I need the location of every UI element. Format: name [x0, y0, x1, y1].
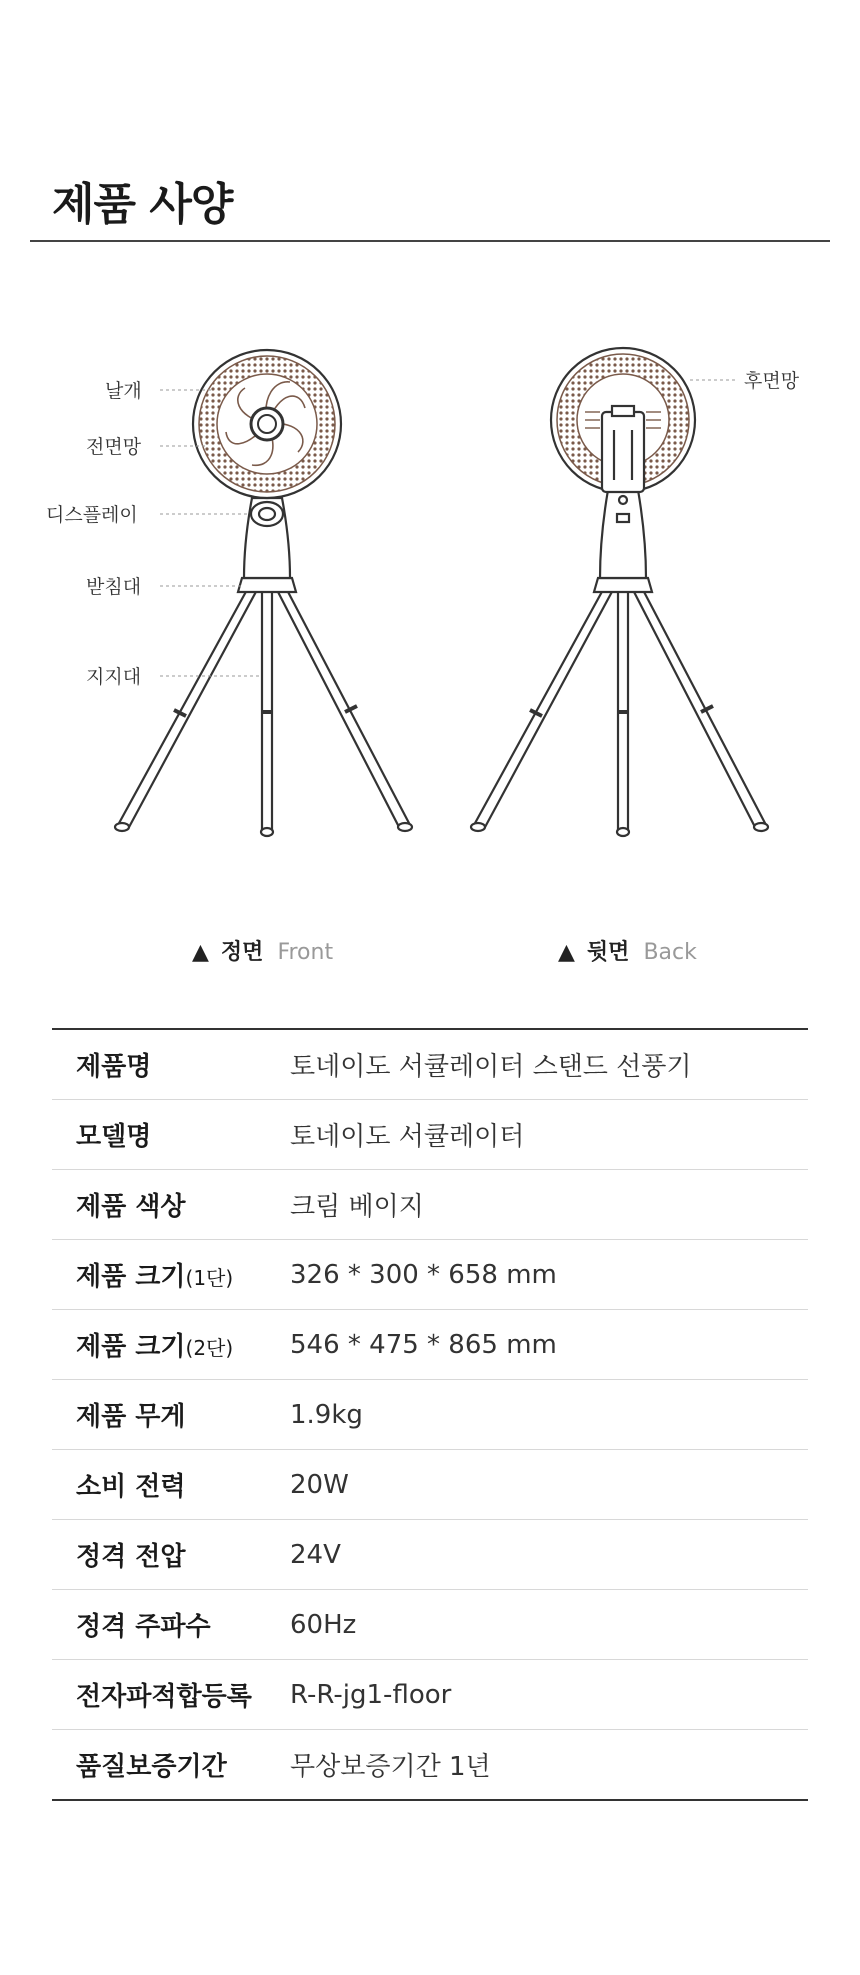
spec-label: 정격 전압 [76, 1542, 186, 1572]
spec-row [52, 1240, 808, 1310]
back-view [471, 348, 768, 836]
back-caption-en: Back [643, 940, 697, 965]
fan-illustration [0, 320, 860, 880]
page-title: 제품 사양 [52, 179, 233, 230]
spec-label: 제품 무게 [76, 1402, 186, 1432]
spec-label: 제품명 [76, 1052, 152, 1082]
spec-row [52, 1100, 808, 1170]
front-view-caption [192, 935, 333, 966]
spec-value: 1.9kg [290, 1399, 363, 1430]
spec-row [52, 1170, 808, 1240]
spec-row [52, 1660, 808, 1730]
triangle-up-icon: ▲ [558, 940, 575, 965]
spec-value: 무상보증기간 1년 [290, 1752, 491, 1782]
spec-row [52, 1030, 808, 1100]
spec-label: 제품 크기(1단) [76, 1262, 234, 1292]
title-divider [30, 240, 830, 242]
spec-label: 소비 전력 [76, 1472, 186, 1502]
spec-row [52, 1450, 808, 1520]
product-diagram [0, 320, 860, 880]
spec-row [52, 1590, 808, 1660]
spec-row [52, 1520, 808, 1590]
front-view [115, 350, 412, 836]
spec-value: 20W [290, 1469, 349, 1500]
spec-value: 24V [290, 1539, 341, 1570]
spec-label: 모델명 [76, 1122, 152, 1152]
triangle-up-icon: ▲ [192, 940, 209, 965]
spec-value: R-R-jg1-floor [290, 1679, 452, 1710]
spec-row [52, 1730, 808, 1799]
spec-table [52, 1028, 808, 1801]
spec-label: 제품 색상 [76, 1192, 186, 1222]
spec-value: 326 * 300 * 658 mm [290, 1259, 557, 1290]
spec-label: 제품 크기(2단) [76, 1332, 234, 1362]
spec-value: 토네이도 서큘레이터 스탠드 선풍기 [290, 1052, 692, 1082]
label-rear-grille: 후면망 [744, 370, 800, 392]
front-caption-en: Front [277, 940, 334, 965]
spec-value: 토네이도 서큘레이터 [290, 1122, 525, 1152]
label-front-grille: 전면망 [86, 436, 142, 458]
label-base: 받침대 [86, 576, 142, 598]
label-display: 디스플레이 [46, 504, 138, 526]
spec-row [52, 1380, 808, 1450]
label-support-legs: 지지대 [86, 666, 142, 688]
spec-value: 크림 베이지 [290, 1192, 424, 1222]
back-caption-ko: 뒷면 [586, 940, 630, 965]
label-blade: 날개 [105, 380, 142, 402]
spec-label: 품질보증기간 [76, 1752, 227, 1782]
spec-label: 정격 주파수 [76, 1612, 211, 1642]
spec-value: 546 * 475 * 865 mm [290, 1329, 557, 1360]
spec-label: 전자파적합등록 [76, 1682, 252, 1712]
spec-value: 60Hz [290, 1609, 357, 1640]
back-view-caption [558, 935, 697, 966]
spec-row [52, 1310, 808, 1380]
front-caption-ko: 정면 [220, 940, 264, 965]
